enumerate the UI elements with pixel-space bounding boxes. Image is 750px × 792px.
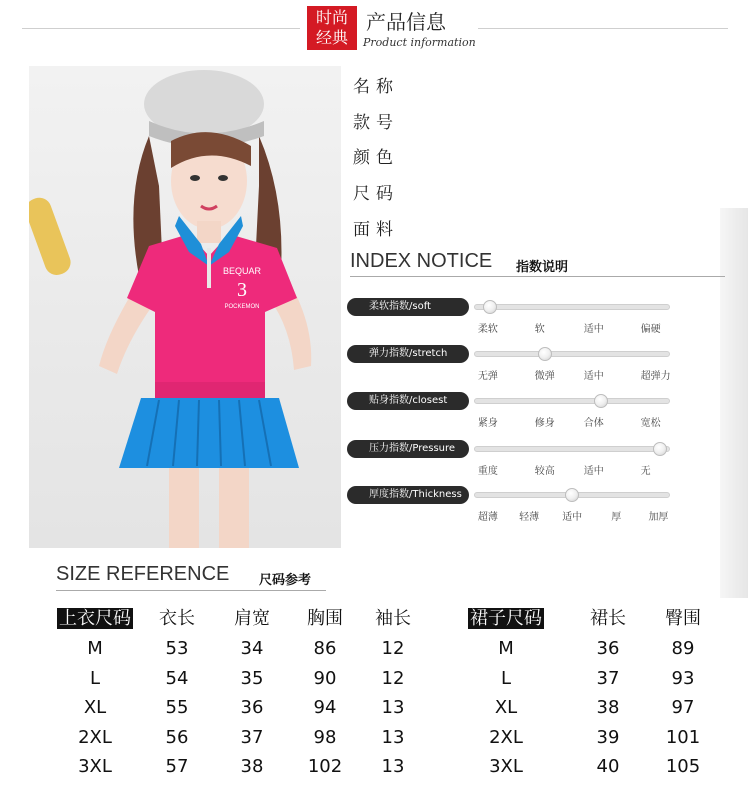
index-row-tick: 适中	[562, 512, 583, 523]
index-row-tick: 适中	[583, 371, 604, 382]
index-row-tick: 软	[534, 324, 545, 335]
size-table-header-cell	[461, 604, 551, 630]
size-table-cell: 38	[240, 756, 264, 777]
size-table-header: 裙子尺码	[470, 608, 542, 629]
index-notice-title: INDEX NOTICE	[350, 250, 493, 272]
size-table-cell: 86	[313, 638, 337, 659]
size-table-cell: 34	[240, 638, 264, 659]
size-table-cell: 12	[381, 638, 405, 659]
size-table-header: 裙长	[590, 608, 626, 629]
index-notice-title-cn: 指数说明	[516, 260, 569, 275]
size-table-header: 胸围	[307, 608, 343, 629]
size-table-header: 衣长	[159, 608, 195, 629]
index-row-tick: 超薄	[477, 512, 498, 523]
model-illustration	[29, 66, 341, 548]
size-table-header-cell	[50, 604, 140, 630]
product-photo	[29, 66, 341, 548]
index-row-tick: 重度	[477, 466, 498, 477]
size-table-cell: 12	[381, 668, 405, 689]
badge-line-2: 经典	[315, 28, 348, 47]
shirt-print-text: BEQUAR	[222, 266, 262, 276]
header-badge	[307, 6, 357, 50]
index-row-track	[474, 446, 670, 452]
size-reference-title: SIZE REFERENCE	[56, 563, 230, 585]
index-row-label: 弹力指数/stretch	[347, 345, 469, 363]
size-table-cell: 36	[240, 697, 264, 718]
badge-line-1: 时尚	[315, 8, 348, 27]
index-row-tick: 超弹力	[640, 371, 671, 382]
size-table-cell: 13	[381, 756, 405, 777]
index-row-tick: 紧身	[477, 418, 498, 429]
size-table-cell: 2XL	[78, 727, 112, 748]
header-subtitle: Product information	[363, 36, 476, 49]
size-table-cell: 38	[596, 697, 620, 718]
index-row-tick: 合体	[583, 418, 604, 429]
info-label-size: 尺码	[353, 184, 399, 204]
header-title: 产品信息	[366, 10, 446, 34]
size-table-cell: L	[89, 668, 101, 689]
size-table-cell: 101	[665, 727, 701, 748]
index-row-tick: 无	[640, 466, 651, 477]
size-table-cell: 37	[240, 727, 264, 748]
index-row-knob	[483, 300, 497, 314]
size-table-cell: 94	[313, 697, 337, 718]
size-table-cell: 39	[596, 727, 620, 748]
size-reference-title-cn: 尺码参考	[259, 573, 312, 588]
size-table-cell: 97	[671, 697, 695, 718]
index-notice-rule	[350, 276, 725, 277]
header-rule-right	[478, 28, 728, 29]
index-row-label: 贴身指数/closest	[347, 392, 469, 410]
size-table-cell: 54	[165, 668, 189, 689]
size-table-cell: 102	[307, 756, 343, 777]
size-table-cell: M	[87, 638, 103, 659]
size-table-cell: 3XL	[78, 756, 112, 777]
index-row-track	[474, 398, 670, 404]
size-table-cell: 57	[165, 756, 189, 777]
size-table-cell: 105	[665, 756, 701, 777]
index-row-tick: 修身	[534, 418, 555, 429]
size-table-cell: 36	[596, 638, 620, 659]
index-row-tick: 加厚	[648, 512, 669, 523]
size-table-header-cell	[348, 604, 438, 630]
size-table-header: 臀围	[665, 608, 701, 629]
index-row-knob	[653, 442, 667, 456]
size-table-cell: XL	[83, 697, 107, 718]
size-table-cell: 55	[165, 697, 189, 718]
index-row-tick: 无弹	[477, 371, 498, 382]
index-row-track	[474, 351, 670, 357]
index-row-tick: 柔软	[477, 324, 498, 335]
size-table-cell: L	[500, 668, 512, 689]
info-label-color: 颜色	[353, 148, 399, 168]
size-table-cell: 53	[165, 638, 189, 659]
info-label-fabric: 面料	[353, 220, 399, 240]
size-table-header: 袖长	[375, 608, 411, 629]
index-row-knob	[538, 347, 552, 361]
size-table-cell: 13	[381, 727, 405, 748]
size-table-cell: 3XL	[489, 756, 523, 777]
index-row-label: 厚度指数/Thickness	[347, 486, 469, 504]
size-table-cell: 40	[596, 756, 620, 777]
header-rule-left	[22, 28, 300, 29]
index-row-tick: 微弹	[534, 371, 555, 382]
size-table-cell: XL	[494, 697, 518, 718]
index-row-tick: 适中	[583, 324, 604, 335]
index-row-knob	[565, 488, 579, 502]
shirt-print-small: POCKEMON	[224, 304, 260, 310]
size-table-cell: M	[498, 638, 514, 659]
index-row-track	[474, 304, 670, 310]
shirt-print-number: 3	[237, 279, 247, 301]
size-table-header: 上衣尺码	[59, 608, 131, 629]
size-table-cell: 37	[596, 668, 620, 689]
info-label-style-no: 款号	[353, 113, 399, 133]
size-table-cell: 56	[165, 727, 189, 748]
index-row-label: 柔软指数/soft	[347, 298, 469, 316]
size-table-cell: 89	[671, 638, 695, 659]
size-table-cell: 13	[381, 697, 405, 718]
index-row-knob	[594, 394, 608, 408]
index-row-label: 压力指数/Pressure	[347, 440, 469, 458]
index-row-tick: 较高	[534, 466, 555, 477]
size-reference-rule	[56, 590, 326, 591]
index-row-tick: 轻薄	[519, 512, 540, 523]
info-label-name: 名称	[353, 77, 399, 97]
size-table-cell: 2XL	[489, 727, 523, 748]
size-table-cell: 35	[240, 668, 264, 689]
index-row-tick: 适中	[583, 466, 604, 477]
index-row-tick: 宽松	[640, 418, 661, 429]
side-shade	[720, 208, 748, 598]
size-table-header-cell	[638, 604, 728, 630]
size-table-cell: 98	[313, 727, 337, 748]
index-row-tick: 偏硬	[640, 324, 661, 335]
size-table-cell: 93	[671, 668, 695, 689]
size-table-cell: 90	[313, 668, 337, 689]
size-table-header: 肩宽	[234, 608, 270, 629]
index-row-tick: 厚	[611, 512, 622, 523]
